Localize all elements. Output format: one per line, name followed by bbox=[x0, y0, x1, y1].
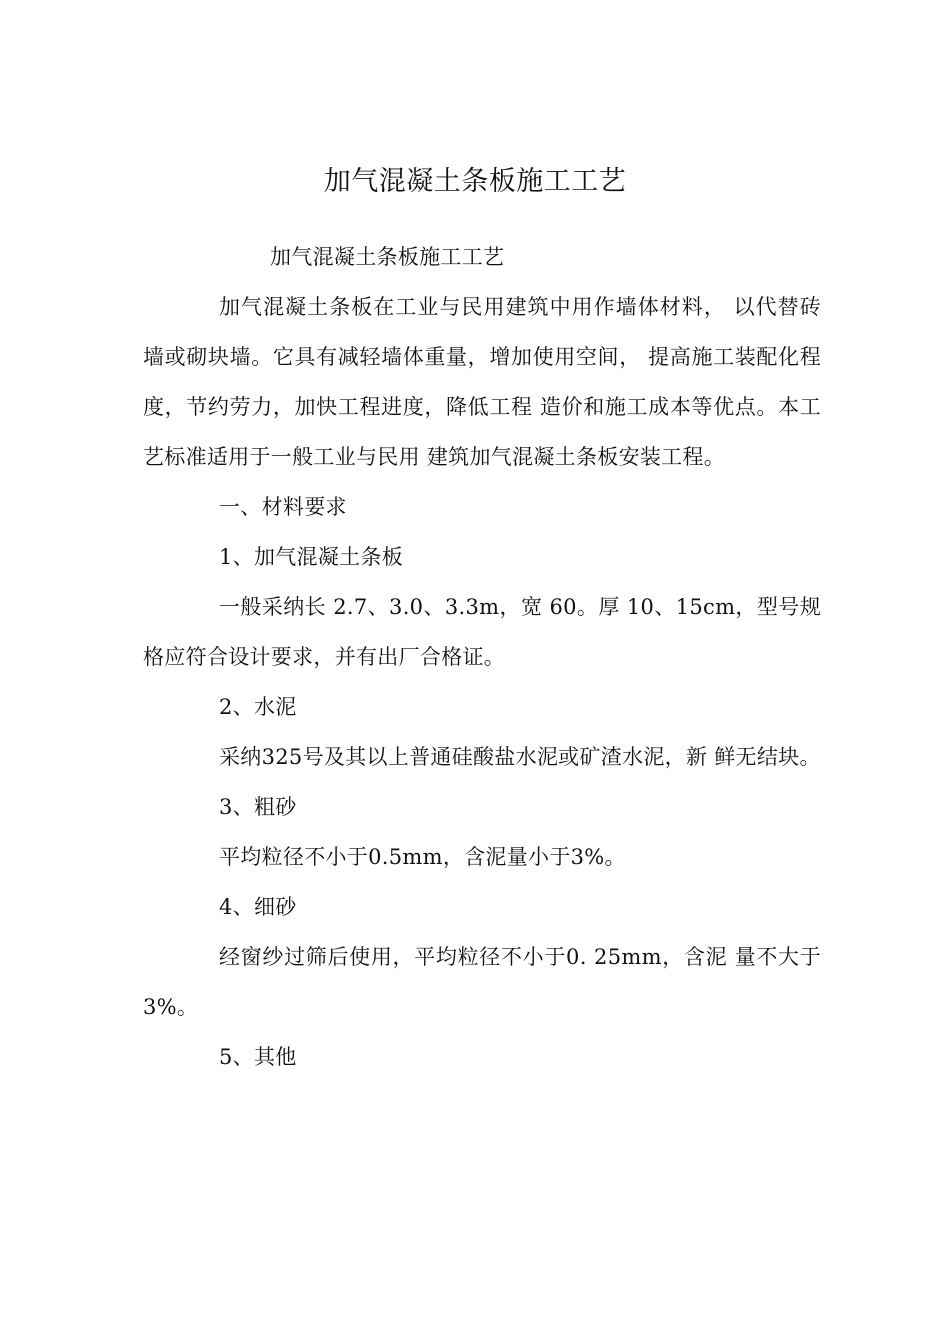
item-heading-fine-sand: 4、细砂 bbox=[219, 895, 297, 919]
document-title: 加气混凝土条板施工工艺 bbox=[323, 166, 627, 197]
item-heading-aerated-panel: 1、加气混凝土条板 bbox=[219, 545, 404, 569]
section-heading-materials: 一、材料要求 bbox=[219, 495, 347, 519]
item-heading-other: 5、其他 bbox=[219, 1045, 297, 1069]
item-text-fine-sand: 经窗纱过筛后使用，平均粒径不小于0. 25mm，含泥 量不大于3%。 bbox=[143, 945, 821, 1019]
item-text-aerated-panel: 一般采纳长 2.7、3.0、3.3m，宽 60。厚 10、15cm，型号规格应符合设计要求，并有出厂合格证。 bbox=[143, 595, 821, 669]
intro-paragraph: 加气混凝土条板在工业与民用建筑中用作墙体材料， 以代替砖墙或砌块墙。它具有减轻墙体重量，增加使用空间， 提高施工装配化程度，节约劳力，加快工程进度，降低工程 造价和施工成本等优点。本工艺标准适用于一般工业与民用 建筑加气混凝土条板安装工程。 bbox=[143, 295, 821, 469]
item-heading-cement: 2、水泥 bbox=[219, 695, 297, 719]
item-text-cement: 采纳325号及其以上普通硅酸盐水泥或矿渣水泥，新 鲜无结块。 bbox=[219, 745, 821, 769]
document-body bbox=[143, 232, 821, 1082]
item-text-coarse-sand: 平均粒径不小于0.5mm，含泥量小于3%。 bbox=[219, 845, 626, 869]
document-subtitle: 加气混凝土条板施工工艺 bbox=[270, 245, 505, 269]
item-heading-coarse-sand: 3、粗砂 bbox=[219, 795, 297, 819]
